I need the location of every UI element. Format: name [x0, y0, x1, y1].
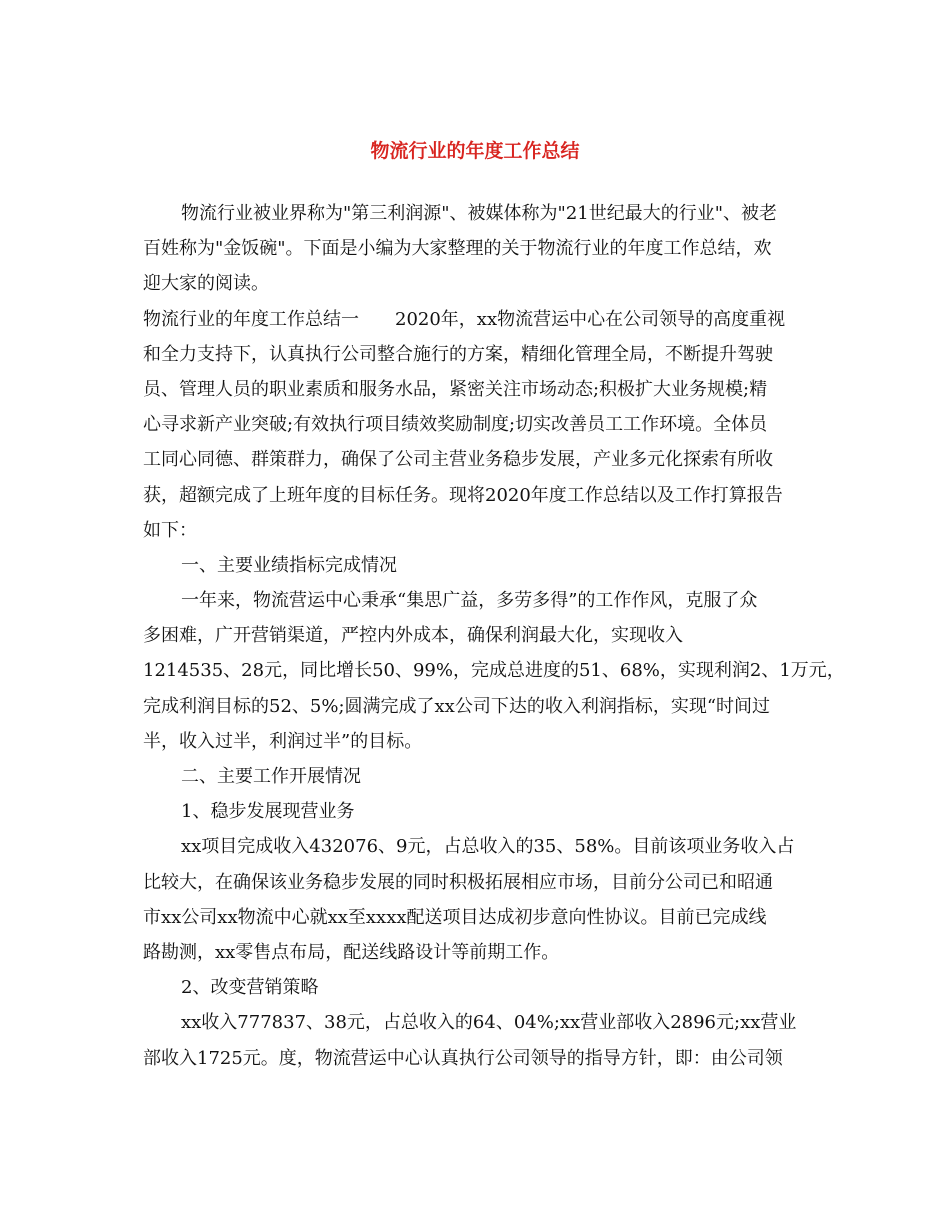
section-heading: 二、主要工作开展情况	[181, 766, 361, 787]
paragraph-line: 1214535、28元，同比增长50、99%，完成总进度的51、68%，实现利润2、1万元，	[143, 660, 845, 682]
paragraph-line: 比较大，在确保该业务稳步发展的同时积极拓展相应市场，目前分公司已和昭通	[143, 871, 773, 893]
paragraph-line: 完成利润目标的52、5%;圆满完成了xx公司下达的收入利润指标，实现“时间过	[143, 695, 771, 717]
paragraph-line: 一年来，物流营运中心秉承“集思广益，多劳多得”的工作作风，克服了众	[181, 590, 758, 612]
subsection-heading: 1、稳步发展现营业务	[181, 801, 355, 823]
paragraph-line: 如下：	[143, 519, 197, 541]
paragraph-line: 物流行业的年度工作总结一 2020年，xx物流营运中心在公司领导的高度重视	[143, 308, 786, 330]
document-title: 物流行业的年度工作总结	[370, 140, 580, 162]
paragraph-line: 获，超额完成了上班年度的目标任务。现将2020年度工作总结以及工作打算报告	[143, 484, 783, 506]
paragraph-line: 和全力支持下，认真执行公司整合施行的方案，精细化管理全局，不断提升驾驶	[143, 343, 773, 365]
paragraph-line: 市xx公司xx物流中心就xx至xxxx配送项目达成初步意向性协议。目前已完成线	[143, 906, 767, 928]
paragraph-line: 员、管理人员的职业素质和服务水品，紧密关注市场动态;积极扩大业务规模;精	[143, 378, 768, 400]
paragraph-line: xx收入777837、38元，占总收入的64、04%;xx营业部收入2896元;xx营业	[181, 1012, 797, 1034]
paragraph-line: 多困难，广开营销渠道，严控内外成本，确保利润最大化，实现收入	[143, 625, 683, 647]
paragraph-line: 半，收入过半，利润过半”的目标。	[143, 730, 423, 752]
paragraph-line: 路勘测，xx零售点布局，配送线路设计等前期工作。	[143, 941, 560, 963]
paragraph-line: 心寻求新产业突破;有效执行项目绩效奖励制度;切实改善员工工作环境。全体员	[143, 414, 768, 436]
paragraph-line: 工同心同德、群策群力，确保了公司主营业务稳步发展，产业多元化探索有所收	[143, 449, 773, 471]
section-heading: 一、主要业绩指标完成情况	[181, 554, 397, 576]
paragraph-line: 部收入1725元。度，物流营运中心认真执行公司领导的指导方针，即：由公司领	[143, 1047, 783, 1069]
document-body	[143, 196, 845, 1076]
paragraph-line: 百姓称为"金饭碗"。下面是小编为大家整理的关于物流行业的年度工作总结，欢	[143, 238, 772, 260]
subsection-heading: 2、改变营销策略	[181, 977, 319, 999]
paragraph-line: 迎大家的阅读。	[143, 273, 269, 295]
paragraph-line: xx项目完成收入432076、9元，占总收入的35、58%。目前该项业务收入占	[181, 836, 795, 858]
paragraph-line: 物流行业被业界称为"第三利润源"、被媒体称为"21世纪最大的行业"、被老	[181, 203, 778, 224]
